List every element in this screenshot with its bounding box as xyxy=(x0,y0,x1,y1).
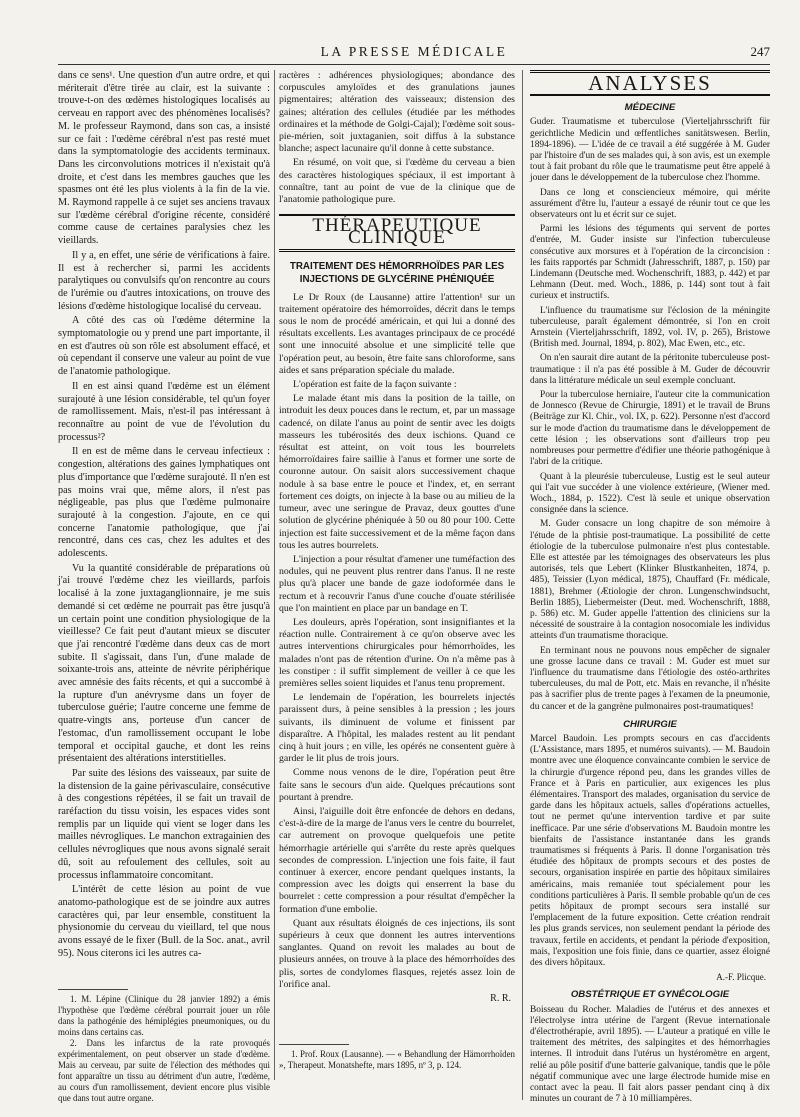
paragraph: Le malade étant mis dans la position de la taille, on introduit les deux pouces dans le rectum, et, par un massage cadencé, on dilate l'anus au point de sentir avec les doigts masseurs les tubérosités des deux ischions. Quand ce résultat est atteint, on voit tous les bourrelets hémorroïdaires faire saillie à l'anus et former une sorte de couronne autour. On saisit alors successivement chaque nodule à sa base entre le pouce et l'index, et, en serrant fortement ces doigts, on injecte à la base ou au milieu de la tumeur, avec une seringue de Pravaz, deux gouttes d'une solution de glycérine phéniquée à 50 ou 80 pour 100. Cette injection est faite successivement et de la même façon dans tous les autres bourrelets. xyxy=(279,393,515,551)
section-title-therapeutique: THÉRAPEUTIQUE CLINIQUE xyxy=(279,214,515,251)
column-2 xyxy=(279,70,515,1009)
paragraph: A côté des cas où l'œdème détermine la symptomatologie ou y prend une part importante, il en est d'autres où son rôle est absolument effacé, et où cependant il conserve une valeur au point de vue de l'anatomie pathologique. xyxy=(58,315,270,378)
paragraph: L'injection a pour résultat d'amener une tuméfaction des nodules, qui ne peuvent plus rentrer dans l'anus. Il ne reste plus qu'à placer une bande de gaze iodoformée dans le rectum et à recouvrir l'anus d'une couche d'ouate stérilisée que l'on maintient en place par un bandage en T. xyxy=(279,553,515,614)
paragraph: Comme nous venons de le dire, l'opération peut être faite sans le secours d'un aide. Quelques précautions sont pourtant à prendre. xyxy=(279,767,515,803)
page-number: 247 xyxy=(750,44,770,59)
analysis-entry: Marcel Baudoin. Les prompts secours en cas d'accidents (L'Assistance, mars 1895, et numéros suivants). — M. Baudoin montre avec une éloquence convaincante combien le service de la chirurgie d'urgence répond peu, dans les grandes villes de France et à Paris en particulier, aux exigences les plus élémentaires. Transport des malades, organisation du service de garde dans les hôpitaux actuels, salles d'opérations actuelles, tout ne permet qu'une intervention tardive et par suite inefficace. Par une série d'observations M. Baudoin montre les bienfaits de l'assistance instantanée dans les grands traumatismes si fréquents à Paris. Il donne l'organisation très étudiée des hôpitaux de prompts secours et des postes de secours, organisation inspirée en partie des hôpitaux similaires américains, mais remaniée tout spécialement pour les conditions particulières à Paris. Il semble probable qu'un de ces petits hôpitaux de prompt secours sera installé sur l'emplacement de la future exposition. Cette création rendrait les plus grands services, non seulement pendant la période des travaux, fertile en accidents, et pendant la période d'exposition, mais, l'exposition une fois finie, dans ce quartier, assez éloigné des divers hôpitaux. xyxy=(530,733,770,969)
running-header xyxy=(58,44,770,62)
paragraph: L'intérêt de cette lésion au point de vue anatomo-pathologique est de se joindre aux autres caractères qui, par leur ensemble, constituent la physionomie du cerveau du vieillard, tel que nous avons essayé de le fixer (Bull. de la Soc. anat., avril 95). Nous citerons ici les autres ca- xyxy=(58,884,270,959)
paragraph: Le lendemain de l'opération, les bourrelets injectés paraissent durs, à peine sensibles à la pression ; les jours suivants, ils diminuent de volume et finissent par disparaître. A l'hôpital, les malades restent au lit pendant cinq à huit jours ; en ville, les opérés ne consentent guère à garder le lit plus de trois jours. xyxy=(279,692,515,765)
section-heading-obstetrique: OBSTÉTRIQUE ET GYNÉCOLOGIE xyxy=(570,989,730,1001)
analysis-paragraph: M. Guder consacre un long chapitre de son mémoire à l'étude de la phtisie post-traumatique. La possibilité de cette étiologie de la tuberculose pulmonaire n'est plus contestable. Elle est attestée par les témoignages des observateurs les plus autorisés, tels que Lebert (Klinker Blustkanheiten, 1874, p. 485), Teissier (Lyon médical, 1875), Chauffard (Fr. médicale, 1881), Brehmer (Ætiologie der chron. Lungenschwindsucht, Berlin 1885), Liebermeister (Deut. med. Wochenschrift, 1888, p. 586) etc. M. Guder appelle l'attention des cliniciens sur la nécessité de soustraire à la contagion nosocomiale les individus atteints d'un traumatisme thoracique. xyxy=(530,519,770,642)
section-heading-chirurgie: CHIRURGIE xyxy=(623,718,677,730)
paragraph: ractères : adhérences physiologiques; abondance des corpuscules amyloïdes et des granulations jaunes pigmentaires; altération des vaisseaux; distension des gaines; altération des cellules (étudiée par les méthodes ordinaires et la méthode de Golgi-Cajal); l'œdème soit sous-pie-mérien, soit juxtaganien, soit diffus à la substance blanche; aspect lacunaire qu'il donne à cette substance. xyxy=(279,70,515,155)
paragraph: Il y a, en effet, une série de vérifications à faire. Il est à rechercher si, parmi les accidents paralytiques ou convulsifs qu'on rencontre au cours de l'urémie ou d'autres intoxications, on trouve des lésions d'œdème histologique localisé du cerveau. xyxy=(58,249,270,312)
footnote: 1. M. Lépine (Clinique du 28 janvier 1892) a émis l'hypothèse que l'œdème cérébral pourrait jouer un rôle dans la pathogénie des hémiplégies pneumoniques, ou du moins dans certains cas. xyxy=(58,994,270,1037)
footnotes-column-2 xyxy=(279,1044,515,1071)
column-1 xyxy=(58,70,270,963)
analysis-paragraph: Parmi les lésions des téguments qui servent de portes d'entrée, M. Guder insiste sur l'infection tuberculeuse consécutive aux morsures et à l'opération de la circoncision : les faits rapportés par Schmidt (Jahresschrift, 1887, p. 150) par Lindemann (Deutsche med. Wochenschrift, 1883, p. 442) et par Lehmann (Deut. med. Woch., 1886, p. 144) sont tout à fait curieux et instructifs. xyxy=(530,224,770,302)
footnote-rule xyxy=(58,989,128,990)
paragraph: Vu la quantité considérable de préparations où j'ai trouvé l'œdème chez les vieillards, parfois localisé à la zone juxtaganglionnaire, je me suis demandé si cet œdème ne pourrait pas être jusqu'à un certain point une condition physiologique de la vieillesse? Ce fait peut d'autant mieux se discuter que j'ai rencontré l'œdème dans deux cas de mort subite. Il s'agissait, dans l'un, d'une malade de soixante-trois ans, atteinte de névrite périphérique avec amnésie des faits récents, et qui a succombé à la rupture d'un anévrysme dans un foyer de tuberculose guérie; l'autre concerne une femme de quatre-vingts ans, porteuse d'un cancer de l'estomac, d'un ramollissement occupant le lobe temporal et occipital gauche, et dont les reins présentaient des altérations interstitielles. xyxy=(58,562,270,765)
paragraph: En résumé, on voit que, si l'œdème du cerveau a bien des caractères histologiques spéciaux, il est important à connaître, tant au point de vue de la clinique que de l'anatomie pathologique pure. xyxy=(279,157,515,206)
paragraph: Les douleurs, après l'opération, sont insignifiantes et la réaction nulle. Contrairement à ce qu'on observe avec les autres interventions chirurgicales pour hémorrhoïdes, les malades n'ont pas de rétention d'urine. On n'a même pas à les constiper : il suffit simplement de veiller à ce que les premières selles soient liquides et l'anus tenu proprement. xyxy=(279,616,515,689)
analysis-paragraph: Dans ce long et consciencieux mémoire, qui mérite assurément d'être lu, l'auteur a essayé de réunir tout ce que les observateurs ont lu et écrit sur ce sujet. xyxy=(530,187,770,221)
footnote: 1. Prof. Roux (Lausanne). — « Behandlung der Hämorrhoïden », Therapeut. Monatshefte, mars 1895, nº 3, p. 124. xyxy=(279,1049,515,1070)
analysis-paragraph: On n'en saurait dire autant de la péritonite tuberculeuse post-traumatique : il n'a pas été possible à M. Guder de découvrir dans la littérature médicale un seul exemple concluant. xyxy=(530,353,770,386)
section-heading-medecine: MÉDECINE xyxy=(624,102,676,114)
analysis-signature: A.-F. Plicque. xyxy=(716,972,766,983)
paragraph: dans ce sens¹. Une question d'un autre ordre, et qui mériterait d'être tirée au clair, est la suivante : trouve-t-on des œdèmes histologiques localisés au cerveau en rapport avec des phénomènes localisés? M. le professeur Raymond, dans son cas, a insisté sur ce fait : l'œdème cérébral n'est pas resté muet dans la symptomatologie des accidents terminaux. Dans les circonvolutions motrices il n'existait qu'à droite, et c'est dans les membres gauches que les spasmes ont été les plus violents à la fin de la vie. M. Raymond rappelle à ce sujet ses anciens travaux sur l'œdème cérébral d'origine récente, considéré comme cause de certaines paralysies chez les vieillards. xyxy=(58,70,270,247)
paragraph: Ainsi, l'aiguille doit être enfoncée de dehors en dedans, c'est-à-dire de la marge de l'anus vers le centre du bourrelet, car autrement on provoque quelquefois une petite hémorrhagie artérielle qui s'arrête du reste après quelques secondes de compression. L'injection une fois faite, il faut continuer à exercer, encore pendant quelques instants, la compression avec les doigts qui enserrent la base du bourrelet : cette compression a pour résultat d'empêcher la formation d'une embolie. xyxy=(279,805,515,915)
footnote-rule xyxy=(279,1044,349,1045)
footnotes-column-1 xyxy=(58,989,270,1104)
column-divider-2 xyxy=(522,70,523,1100)
column-3 xyxy=(530,70,770,1108)
paragraph: L'opération est faite de la façon suivante : xyxy=(293,379,457,391)
analysis-paragraph: Pour la tuberculose herniaire, l'auteur cite la communication de Jonnesco (Revue de Chirurgie, 1891) et le travail de Bruns (Beiträge zur Kl. Chir., vol. IX, p. 622). Personne n'est d'accord sur le mode d'action du traumatisme dans le développement de cette lésion ; les observations sont d'ailleurs trop peu nombreuses pour permettre d'édifier une théorie pathogénique à l'abri de la critique. xyxy=(530,390,770,468)
analysis-paragraph: En terminant nous ne pouvons nous empêcher de signaler une grosse lacune dans ce travail : M. Guder est muet sur l'influence du traumatisme dans l'étiologie des ostéo-arthrites tuberculeuses, du mal de Pott, etc. Mais en revanche, il n'hésite pas à sacrifier plus de trente pages à l'examen de la pneumonie, du cancer et de la gangrène pulmonaires post-traumatiques! xyxy=(530,645,770,712)
section-title-analyses: ANALYSES xyxy=(530,70,770,96)
analysis-entry: Guder. Traumatisme et tuberculose (Vierteljahrsschrift für gerichtliche Medicin und œffentliches sanitätswesen. Berlin, 1894-1896). — L'idée de ce travail a été suggérée à M. Guder par l'histoire d'un de ses malades qui, à son avis, est un exemple tout à fait probant du rôle que le traumatisme peut être appelé à jouer dans le développement de la tuberculose chez l'homme. xyxy=(530,117,770,184)
analysis-paragraph: Quant à la pleurésie tuberculeuse, Lustig est le seul auteur qui l'ait vue succéder à une violence extérieure, (Wiener med. Woch., 1884, p. 1522). C'est là seule et unique observation consignée dans la science. xyxy=(530,471,770,516)
analysis-paragraph: L'influence du traumatisme sur l'éclosion de la méningite tuberculeuse, paraît également démontrée, si l'on en croit Arnstein (Vierteljahrsschrift, 1892, vol. IV, p. 265), Bristowe (British med. Journal, 1894, p. 802), Mac Ewen, etc., etc. xyxy=(530,305,770,350)
article-title: TRAITEMENT DES HÉMORRHOÏDES PAR LES INJECTIONS DE GLYCÉRINE PHÉNIQUÉE xyxy=(289,260,505,285)
paragraph: Par suite des lésions des vaisseaux, par suite de la distension de la gaine périvasculaire, consécutive à des congestions répétées, il se fait un travail de raréfaction du tissu voisin, les espaces vides sont remplis par un liquide qui vient se loger dans les mailles névrogliques. Le manchon extragainien des cellules névrogliques que nous avons signalé serait dû, soit au refoulement des cellules, soit au processus inflammatoire concomitant. xyxy=(58,767,270,881)
article-signature: R. R. xyxy=(490,993,511,1005)
analysis-entry: Boisseau du Rocher. Maladies de l'utérus et des annexes et l'électrolyse intra utérine de l'argent (Revue internationale d'électrothérapie, avril 1895). — L'auteur a pratiqué en ville le traitement des métrites, des salpingites et des hémorrhagies internes. Il introduit dans l'utérus un hystéromètre en argent, relié au pôle positif d'une batterie galvanique, tandis que le pôle négatif communique avec une large électrode humide mise en contact avec la peau. Il fait alors passer pendant cinq à dix minutes un courant de 7 à 10 milliampères. xyxy=(530,1004,770,1105)
paragraph: Il en est ainsi quand l'œdème est un élément surajouté à une lésion considérable, tel qu'un foyer de ramollissement. Mais, n'est-il pas intéressant à reconnaître au point de vue de l'évolution du processus²? xyxy=(58,380,270,443)
paragraph: Le Dr Roux (de Lausanne) attire l'attention¹ sur un traitement opératoire des hémorroïdes, décrit dans le temps sous le nom de procédé américain, et qui lui a donné des résultats excellents. Les avantages principaux de ce procédé sont une innocuité absolue et une simplicité telle que l'opération peut, au besoin, être faite sans chloroforme, sans aides et sans préparation spéciale du malade. xyxy=(279,291,515,376)
paragraph: Il en est de même dans le cerveau infectieux : congestion, altérations des gaines lymphatiques ont plus d'importance que l'œdème surajouté. Il n'en est pas moins vrai que, même alors, il n'est pas négligeable, pas plus que l'œdème pulmonaire surajouté à la congestion. J'ajoute, en ce qui concerne l'anatomie pathologique, que j'ai rencontré, dans ces cas, chez les adultes et des adolescents. xyxy=(58,446,270,560)
column-divider-1 xyxy=(274,70,275,1080)
journal-title: LA PRESSE MÉDICALE xyxy=(320,44,508,59)
footnote: 2. Dans les infarctus de la rate provoqués expérimentalement, on peut observer un stade d'œdème. Mais au cerveau, par suite de l'élection des méthodes qui font apparaître un tissu au détriment d'un autre, l'œdème, au cours d'un ramollissement, devient encore plus visible que dans tout autre organe. xyxy=(58,1038,270,1103)
paragraph: Quant aux résultats éloignés de ces injections, ils sont supérieurs à ceux que donnent les autres interventions sanglantes. Quand on revoit les malades au bout de plusieurs années, on trouve à la place des hémorrhoïdes des plis, sortes de condylomes flasques, rejetés assez loin de l'orifice anal. xyxy=(279,917,515,990)
header-rule xyxy=(58,64,770,65)
